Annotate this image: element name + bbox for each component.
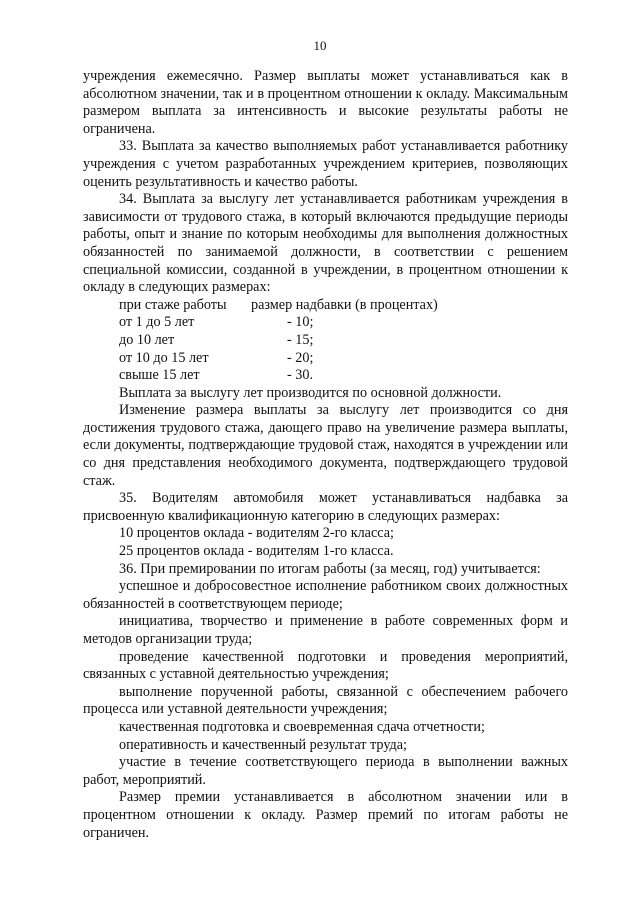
paragraph-36-item: инициатива, творчество и применение в работе современных форм и методов организации труда; bbox=[83, 613, 568, 647]
paragraph-36-item: качественная подготовка и своевременная сдача отчетности; bbox=[119, 718, 485, 735]
paragraph-35-item-2: 25 процентов оклада - водителям 1-го класса. bbox=[119, 543, 394, 560]
table-row bbox=[119, 367, 313, 385]
paragraph-36-final: Размер премии устанавливается в абсолютном значении или в процентном отношении к окладу. Размер премий по итогам работы не ограничен. bbox=[83, 789, 568, 841]
document-body bbox=[83, 68, 568, 842]
paragraph-36: 36. При премировании по итогам работы (за месяц, год) учитывается: bbox=[119, 560, 541, 577]
table-row bbox=[119, 350, 313, 368]
paragraph-33: 33. Выплата за качество выполняемых работ устанавливается работнику учреждения с учетом разработанных учреждением критериев, позволяющих оценить результативность и качество работы. bbox=[83, 138, 568, 190]
paragraph-36-item: оперативность и качественный результат труда; bbox=[119, 736, 407, 753]
paragraph-36-item: проведение качественной подготовки и проведения мероприятий, связанных с уставной деятельностью учреждения; bbox=[83, 648, 568, 683]
seniority-rate: - 30. bbox=[287, 367, 314, 384]
seniority-period: от 1 до 5 лет bbox=[119, 314, 195, 331]
seniority-table bbox=[119, 314, 313, 384]
page-number: 10 bbox=[313, 38, 327, 53]
seniority-period: до 10 лет bbox=[119, 331, 175, 348]
paragraph-36-item: успешное и добросовестное исполнение работником своих должностных обязанностей в соответствующем периоде; bbox=[83, 578, 568, 612]
seniority-period: свыше 15 лет bbox=[119, 367, 200, 384]
paragraph-35: 35. Водителям автомобиля может устанавливаться надбавка за присвоенную квалификационную категорию в следующих размерах: bbox=[83, 490, 568, 524]
seniority-header-right: размер надбавки (в процентах) bbox=[251, 296, 438, 313]
table-row bbox=[119, 314, 313, 332]
paragraph-35-item-1: 10 процентов оклада - водителям 2-го класса; bbox=[119, 525, 394, 542]
paragraph-36-item: участие в течение соответствующего периода в выполнении важных работ, мероприятий. bbox=[83, 754, 568, 788]
seniority-header-left: при стаже работы bbox=[119, 296, 227, 313]
seniority-period: от 10 до 15 лет bbox=[119, 349, 209, 366]
seniority-rate: - 10; bbox=[287, 314, 314, 331]
paragraph-continuation: учреждения ежемесячно. Размер выплаты может устанавливаться как в абсолютном значении, так и в процентном отношении к окладу. Максимальным размером выплата за интенсивность и высокие результаты работы не ограничена. bbox=[83, 68, 568, 137]
seniority-rate: - 15; bbox=[287, 331, 314, 348]
paragraph-36-item: выполнение порученной работы, связанной с обеспечением рабочего процесса или уставной деятельности учреждения; bbox=[83, 683, 568, 718]
paragraph-34: 34. Выплата за выслугу лет устанавливается работникам учреждения в зависимости от трудового стажа, в который включаются предыдущие периоды работы, опыт и знание по которым необходимы для выполнения должностных обязанностей по занимаемой должности, в соответствии с решением специальной комиссии, созданной в учреждении, в процентном отношении к окладу в следующих размерах: bbox=[83, 191, 568, 296]
paragraph-34-change: Изменение размера выплаты за выслугу лет производится со дня достижения трудового стажа, дающего право на увеличение размера выплаты, если документы, подтверждающие трудовой стаж, находятся в учреждении или со дня представления необходимого документа, подтверждающего трудовой стаж. bbox=[83, 402, 568, 489]
seniority-rate: - 20; bbox=[287, 349, 314, 366]
seniority-table-header bbox=[83, 297, 568, 315]
table-row bbox=[119, 332, 313, 350]
paragraph-34-main-position: Выплата за выслугу лет производится по основной должности. bbox=[119, 384, 502, 401]
